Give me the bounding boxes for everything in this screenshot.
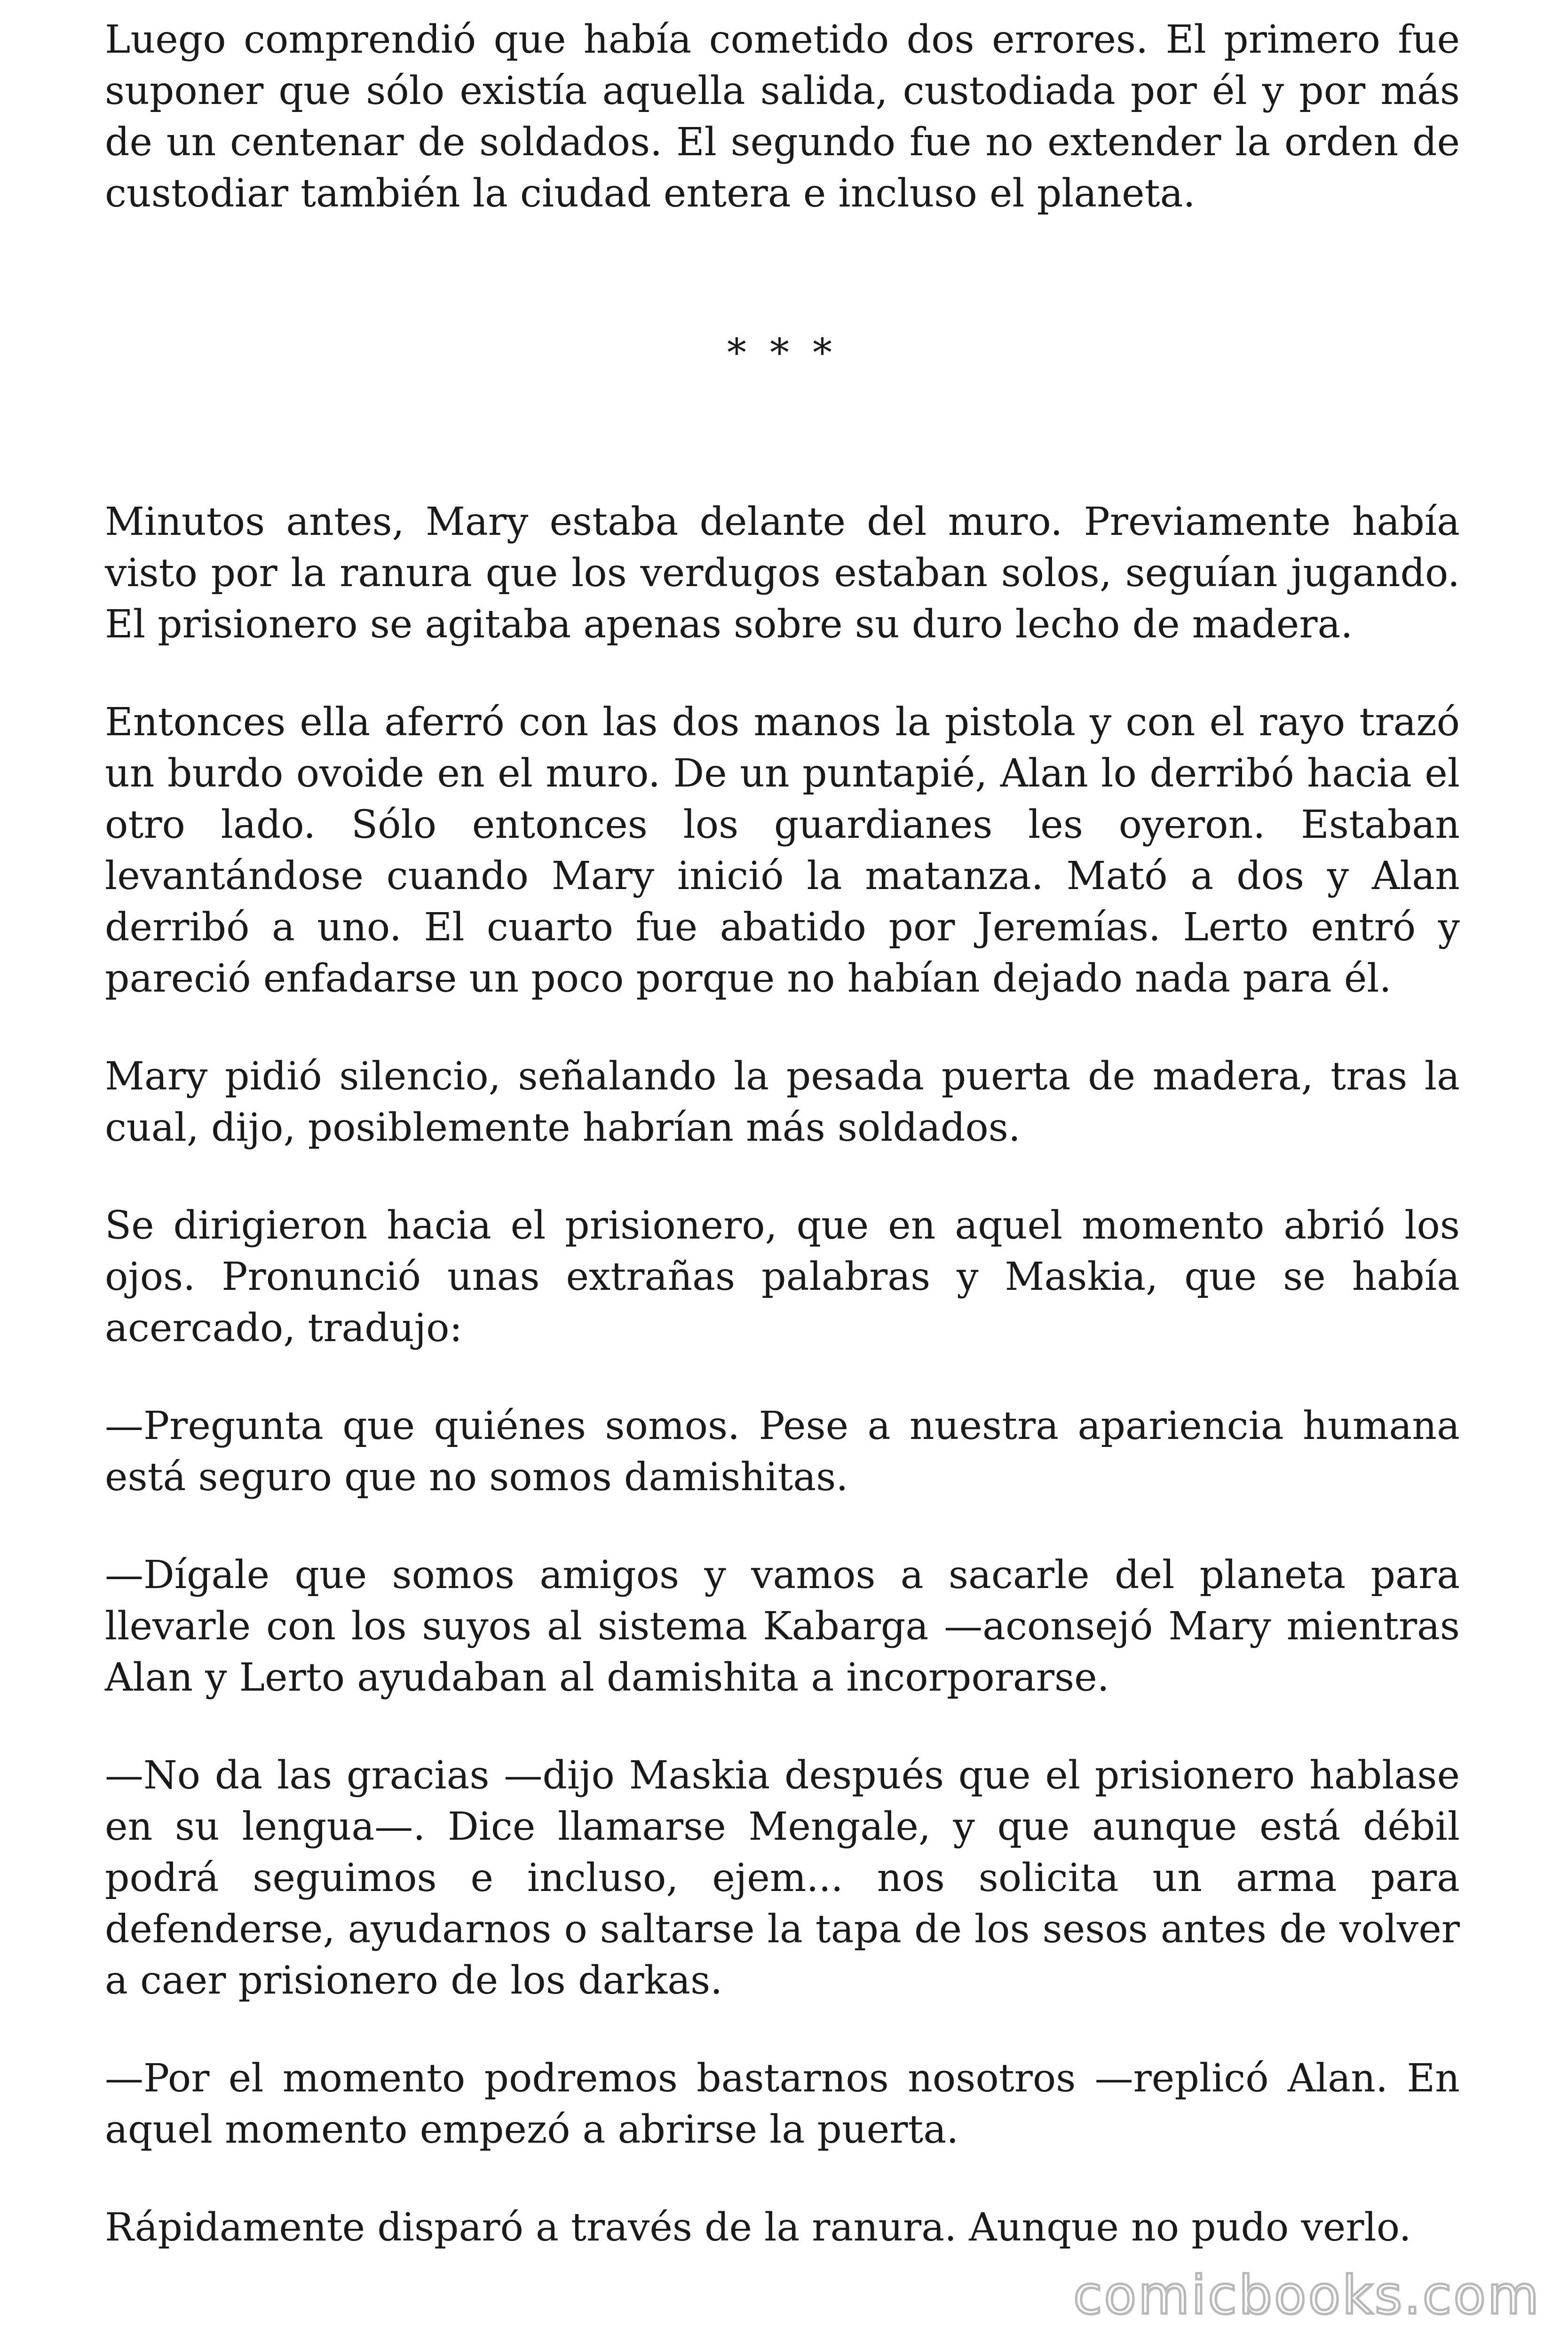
paragraph: Entonces ella aferró con las dos manos la pistola y con el rayo trazó un burdo ovoide en el muro. De un puntapié, Alan lo derribó hacia el otro lado. Sólo entonces los guardianes les oyeron. Estaban levantándose cuando Mary inició la matanza. Mató a dos y Alan derribó a uno. El cuarto fue abatido por Jeremías. Lerto entró y pareció enfadarse un poco porque no habían dejado nada para él.: [105, 700, 1460, 1001]
watermark: comicbooks.com: [1073, 2265, 1541, 2326]
paragraph: Luego comprendió que había cometido dos errores. El primero fue suponer que sólo existía aquella salida, custodiada por él y por más de un centenar de soldados. El segundo fue no extender la orden de custodiar también la ciudad entera e incluso el planeta.: [105, 17, 1460, 216]
section-separator: * * *: [727, 331, 838, 375]
paragraph: Se dirigieron hacia el prisionero, que en aquel momento abrió los ojos. Pronunció unas extrañas palabras y Maskia, que se había acercado, tradujo:: [105, 1203, 1460, 1351]
paragraph: Mary pidió silencio, señalando la pesada puerta de madera, tras la cual, dijo, posiblemente habrían más soldados.: [105, 1054, 1460, 1150]
paragraph: —Por el momento podremos bastarnos nosotros —replicó Alan. En aquel momento empezó a abrirse la puerta.: [105, 2056, 1460, 2152]
paragraph: —Pregunta que quiénes somos. Pese a nuestra apariencia humana está seguro que no somos damishitas.: [105, 1404, 1460, 1500]
paragraph: Rápidamente disparó a través de la ranura. Aunque no pudo verlo.: [105, 2205, 1411, 2250]
paragraph: —No da las gracias —dijo Maskia después que el prisionero hablase en su lengua—. Dice llamarse Mengale, y que aunque está débil podrá seguimos e incluso, ejem... nos solicita un arma para defenderse, ayudarnos o saltarse la tapa de los sesos antes de volver a caer prisionero de los darkas.: [105, 1753, 1460, 2003]
paragraph: Minutos antes, Mary estaba delante del muro. Previamente había visto por la ranura que los verdugos estaban solos, seguían jugando. El prisionero se agitaba apenas sobre su duro lecho de madera.: [105, 500, 1460, 647]
paragraph: —Dígale que somos amigos y vamos a sacarle del planeta para llevarle con los suyos al sistema Kabarga —aconsejó Mary mientras Alan y Lerto ayudaban al damishita a incorporarse.: [105, 1553, 1460, 1700]
